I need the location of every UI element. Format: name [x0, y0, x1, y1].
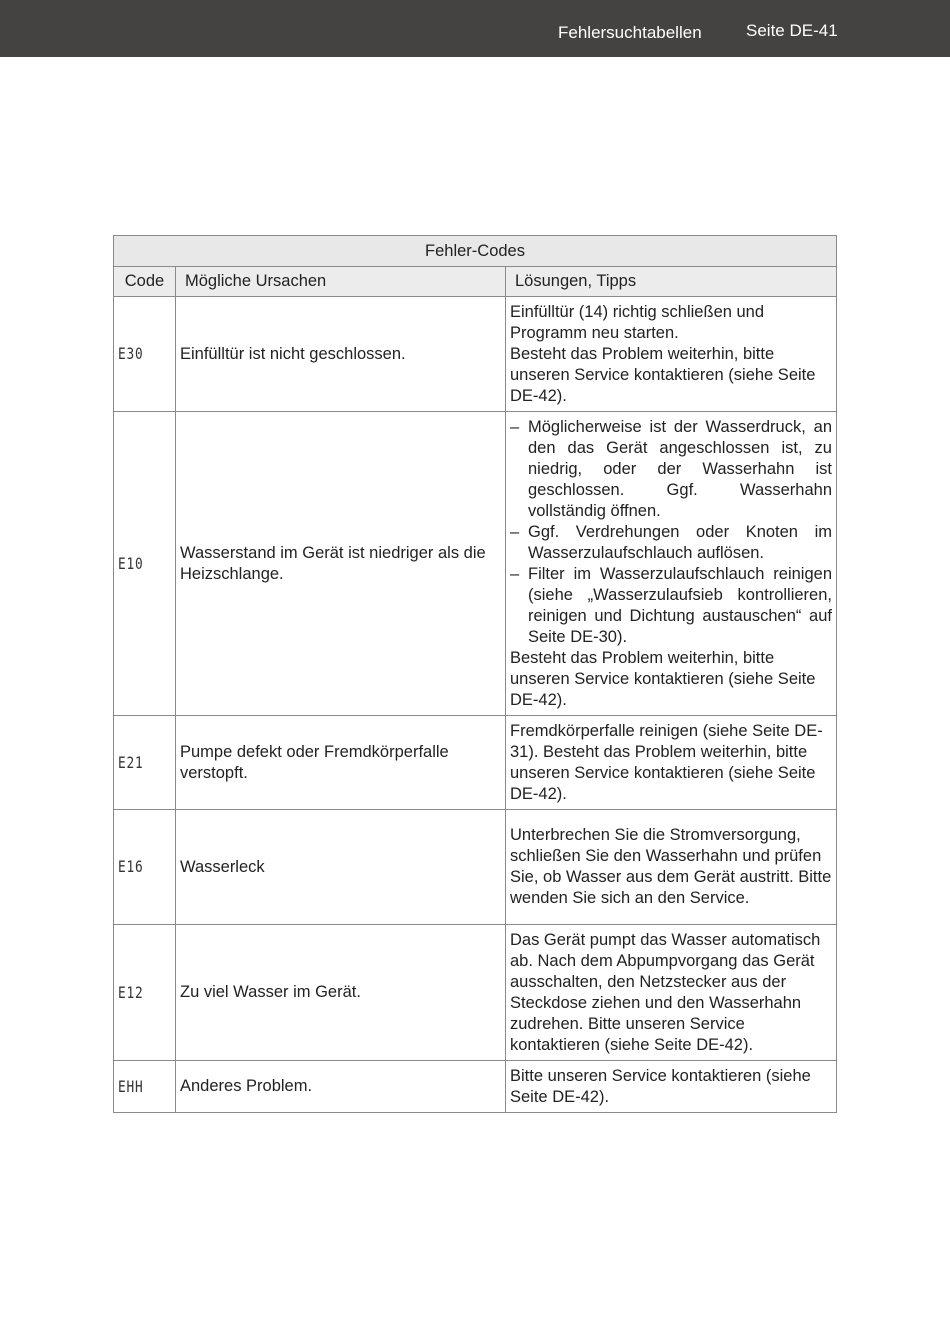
solution-cell: Fremdkörperfalle reinigen (siehe Seite DE-31). Besteht das Problem weiterhin, bitte unseren Service kontaktieren (siehe Seite DE-42).	[506, 716, 837, 810]
solution-bullet: – Möglicherweise ist der Wasserdruck, an den das Gerät angeschlossen ist, zu niedrig, oder der Wasserhahn ist geschlossen. Ggf. Wasserhahn vollständig öffnen.	[510, 417, 832, 522]
solution-bullet: – Ggf. Verdrehungen oder Knoten im Wasserzulaufschlauch auflösen.	[510, 522, 832, 564]
table-row-e12	[114, 925, 837, 1061]
cause-cell: Pumpe defekt oder Fremdkörperfalle verstopft.	[176, 716, 506, 810]
followup-text: Besteht das Problem weiterhin, bitte unseren Service kontaktieren (siehe Seite DE-42).	[510, 648, 816, 709]
table-row-ehh	[114, 1061, 837, 1113]
table-caption: Fehler-Codes	[114, 236, 837, 267]
error-code: E16	[118, 857, 144, 876]
solution-cell: Bitte unseren Service kontaktieren (siehe Seite DE-42).	[506, 1061, 837, 1113]
followup-text: Besteht das Problem weiterhin, bitte unseren Service kontaktieren (siehe Seite DE-42).	[510, 344, 816, 405]
error-code: E21	[118, 752, 144, 772]
table-row-e10	[114, 412, 837, 716]
cause-cell: Zu viel Wasser im Gerät.	[176, 925, 506, 1061]
error-code: EHH	[118, 1076, 144, 1096]
page-number: Seite DE-41	[746, 21, 838, 40]
solution-cell	[506, 412, 837, 716]
solution-text: Einfülltür (14) richtig schließen und Programm neu starten.	[510, 302, 765, 342]
solution-cell: Das Gerät pumpt das Wasser automatisch ab. Nach dem Abpumpvorgang das Gerät ausschalten, den Netzstecker aus der Steckdose ziehen und den Wasserhahn zudrehen. Bitte unseren Service kontaktieren (siehe Seite DE-42).	[506, 925, 837, 1061]
table-header-row	[114, 267, 837, 297]
cause-cell: Einfülltür ist nicht geschlossen.	[176, 297, 506, 412]
solution-cell: Unterbrechen Sie die Stromversorgung, schließen Sie den Wasserhahn und prüfen Sie, ob Wasser aus dem Gerät austritt. Bitte wenden Sie sich an den Service.	[506, 810, 837, 925]
solution-cell	[506, 297, 837, 412]
column-header-causes: Mögliche Ursachen	[176, 267, 506, 297]
cause-cell: Anderes Problem.	[176, 1061, 506, 1113]
error-code: E10	[118, 553, 144, 573]
solution-list	[510, 417, 832, 648]
table-row-e16	[114, 810, 837, 925]
error-code: E12	[118, 982, 144, 1002]
error-code-table	[113, 235, 837, 1113]
solution-bullet: – Filter im Wasserzulaufschlauch reinigen (siehe „Wasserzulaufsieb kontrollieren, reinigen und Dichtung austauschen“ auf Seite DE-30).	[510, 564, 832, 648]
cause-cell: Wasserstand im Gerät ist niedriger als die Heizschlange.	[176, 412, 506, 716]
table-row-e21	[114, 716, 837, 810]
cause-cell: Wasserleck	[176, 810, 506, 925]
column-header-code: Code	[114, 267, 176, 297]
table-row-e30	[114, 297, 837, 412]
error-code: E30	[118, 344, 144, 363]
page-header	[0, 0, 950, 57]
column-header-solutions: Lösungen, Tipps	[506, 267, 837, 297]
section-title: Fehlersuchtabellen	[558, 23, 702, 42]
